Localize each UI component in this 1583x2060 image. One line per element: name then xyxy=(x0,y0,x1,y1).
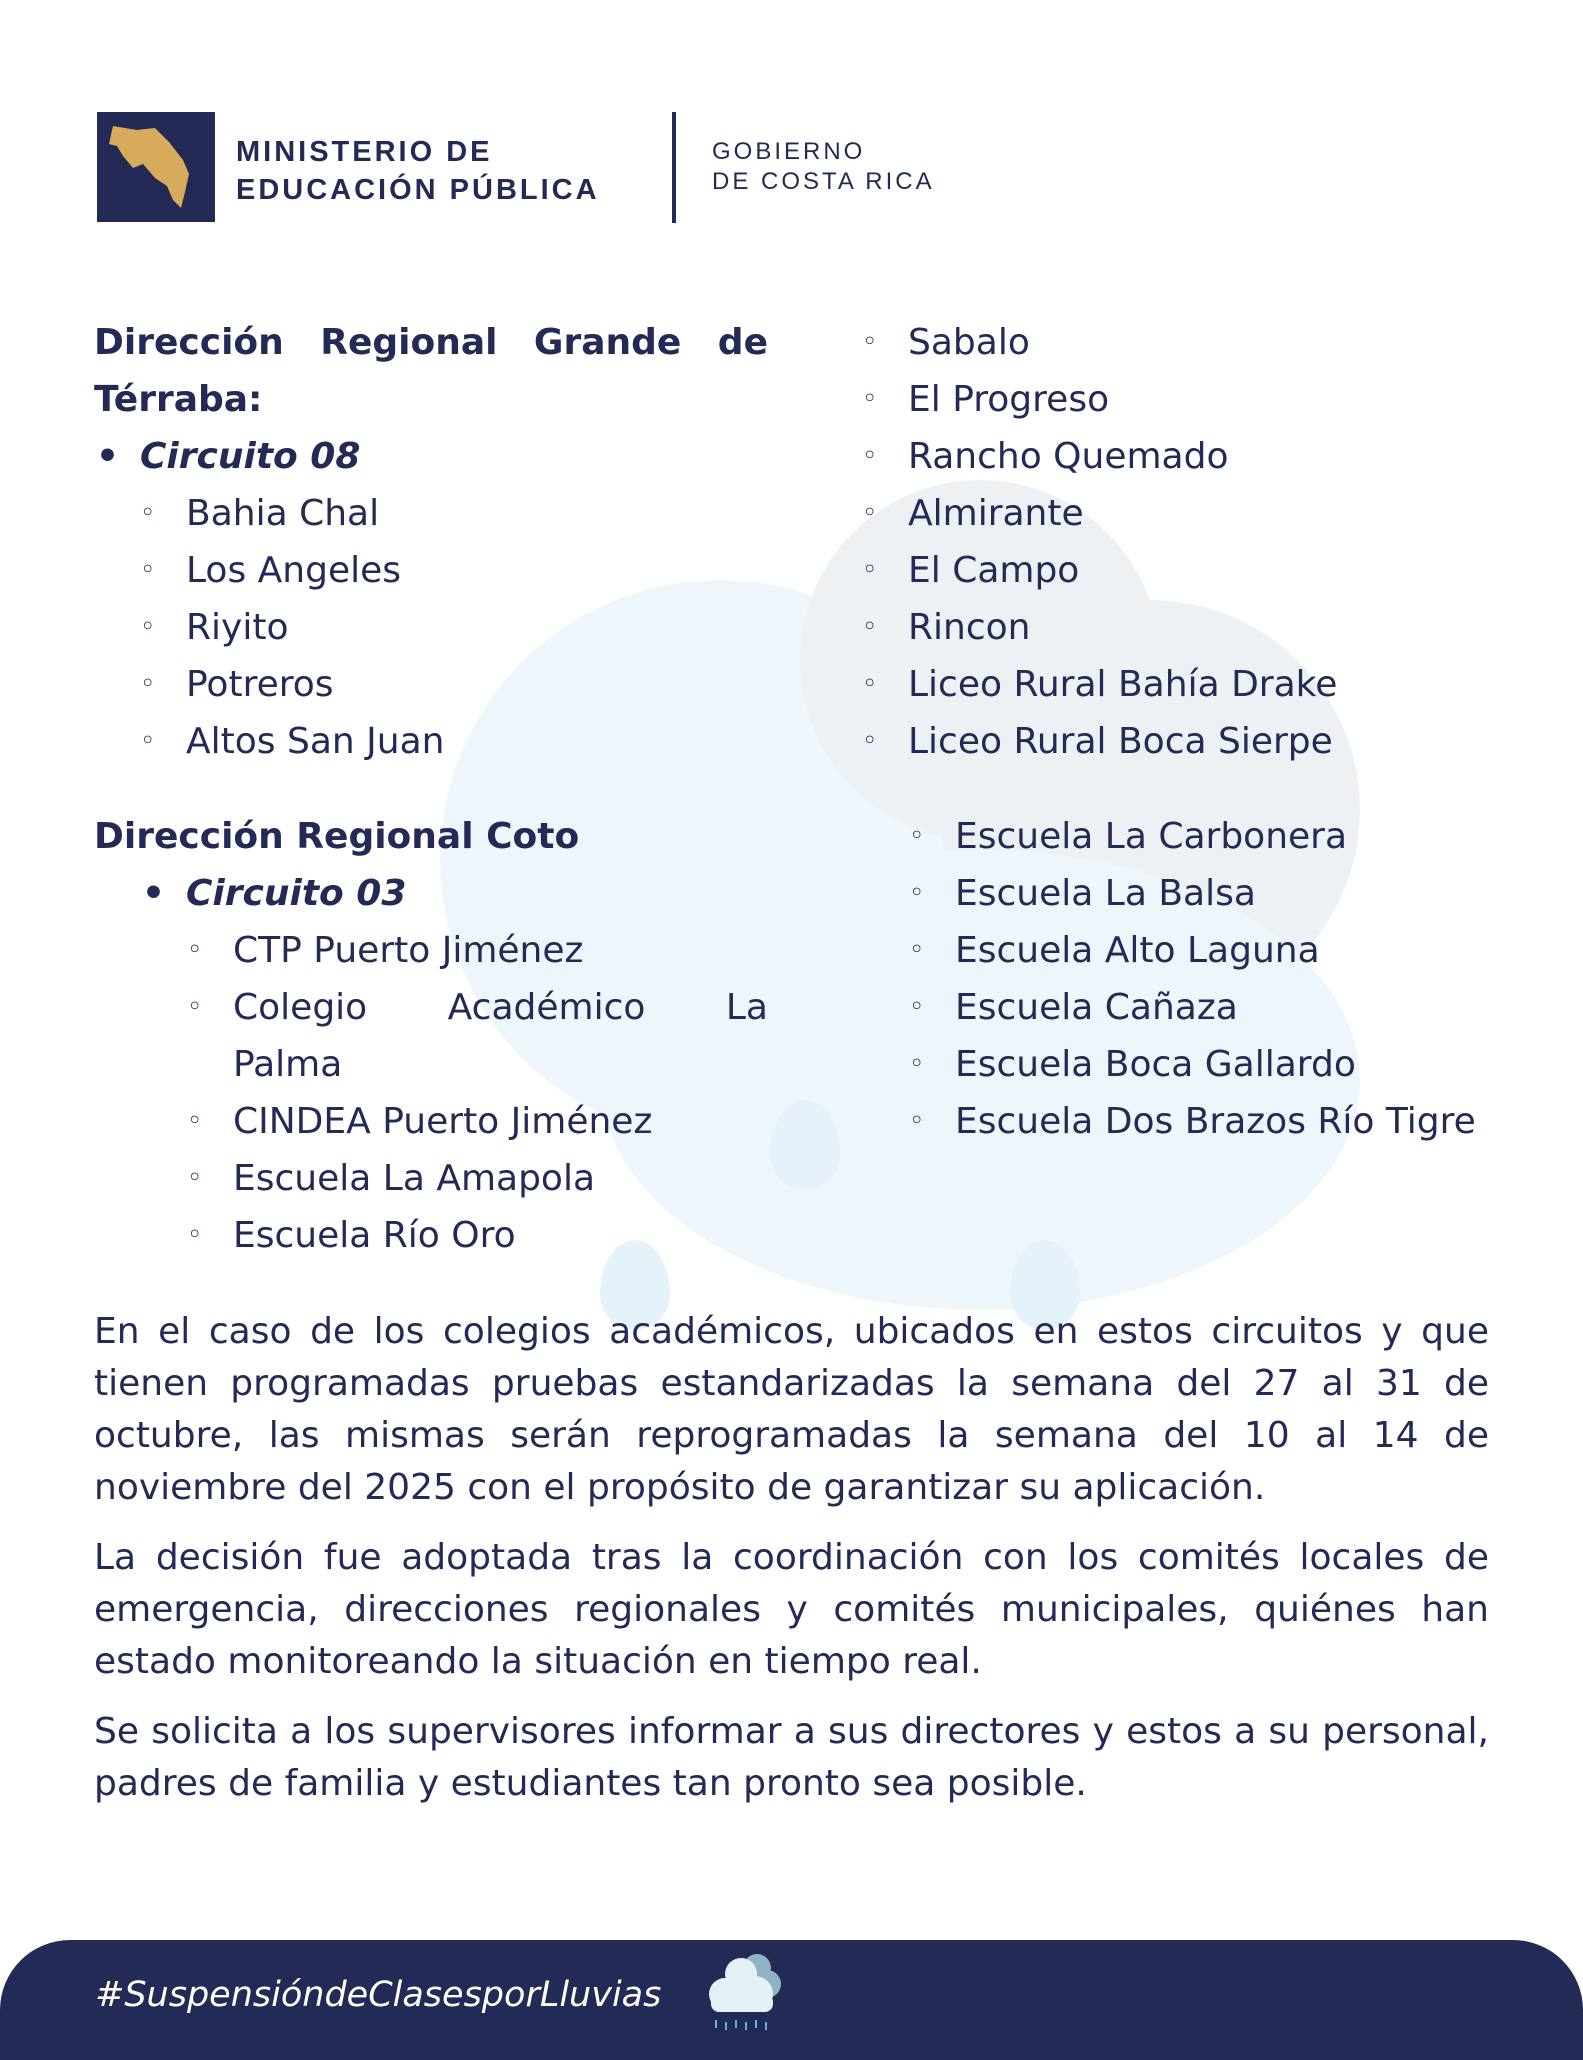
header-divider xyxy=(672,112,676,223)
paragraph-tests: En el caso de los colegios académicos, ubicados en estos circuitos y que tienen programadas pruebas estandarizadas la semana del 27 al 31 de octubre, las mismas serán reprogramadas la semana del 10 al 14 de noviembre del 2025 con el propósito de garantizar su aplicación. xyxy=(94,1311,1489,1508)
list-item: ◦ Sabalo xyxy=(908,314,1337,371)
paragraph-request: Se solicita a los supervisores informar a sus directores y estos a su personal, padres de familia y estudiantes tan pronto sea posible. xyxy=(94,1711,1489,1804)
list-item: ◦ Escuela La Amapola xyxy=(233,1150,768,1207)
circuit-label: • Circuito 03 xyxy=(186,865,768,922)
list-item: ◦ Almirante xyxy=(908,485,1337,542)
section1-left xyxy=(94,314,768,770)
list-item: ◦ CINDEA Puerto Jiménez xyxy=(233,1093,768,1150)
list-item: ◦ Liceo Rural Boca Sierpe xyxy=(908,713,1337,770)
ministry-logo xyxy=(97,112,215,222)
list-item: ◦ El Campo xyxy=(908,542,1337,599)
government-title: GOBIERNO DE COSTA RICA xyxy=(712,138,935,195)
list-item: ◦ Escuela Dos Brazos Río Tigre xyxy=(955,1093,1476,1150)
section2-left xyxy=(94,808,768,1264)
list-item: ◦ Escuela Alto Laguna xyxy=(955,922,1476,979)
list-item: ◦ Escuela La Carbonera xyxy=(955,808,1476,865)
ministry-title: MINISTERIO DE EDUCACIÓN PÚBLICA xyxy=(236,136,600,206)
list-item: ◦ Liceo Rural Bahía Drake xyxy=(908,656,1337,713)
paragraph-decision: La decisión fue adoptada tras la coordinación con los comités locales de emergencia, direcciones regionales y comités municipales, quiénes han estado monitoreando la situación en tiempo real. xyxy=(94,1537,1489,1682)
list-item: ◦ El Progreso xyxy=(908,371,1337,428)
list-item: ◦ Altos San Juan xyxy=(186,713,768,770)
list-item: ◦ Escuela Río Oro xyxy=(233,1207,768,1264)
list-item: ◦ Bahia Chal xyxy=(186,485,768,542)
section2-right xyxy=(955,808,1476,1150)
list-item: ◦ Rancho Quemado xyxy=(908,428,1337,485)
list-item: ◦ Los Angeles xyxy=(186,542,768,599)
list-item: ◦ Riyito xyxy=(186,599,768,656)
section2-heading: Dirección Regional Coto xyxy=(94,816,580,857)
list-item: ◦ CTP Puerto Jiménez xyxy=(233,922,768,979)
list-item: ◦ Colegio Académico La Palma xyxy=(233,979,768,1093)
rain-cloud-icon xyxy=(705,1950,795,2035)
hashtag: #SuspensióndeClasesporLluvias xyxy=(95,1975,662,2015)
list-item: ◦ Escuela La Balsa xyxy=(955,865,1476,922)
list-item: ◦ Escuela Cañaza xyxy=(955,979,1476,1036)
list-item: ◦ Potreros xyxy=(186,656,768,713)
circuit-label: • Circuito 08 xyxy=(140,428,768,485)
section1-heading: Dirección Regional Grande de Térraba: xyxy=(94,322,768,420)
section1-right xyxy=(908,314,1337,770)
list-item: ◦ Rincon xyxy=(908,599,1337,656)
list-item: ◦ Escuela Boca Gallardo xyxy=(955,1036,1476,1093)
